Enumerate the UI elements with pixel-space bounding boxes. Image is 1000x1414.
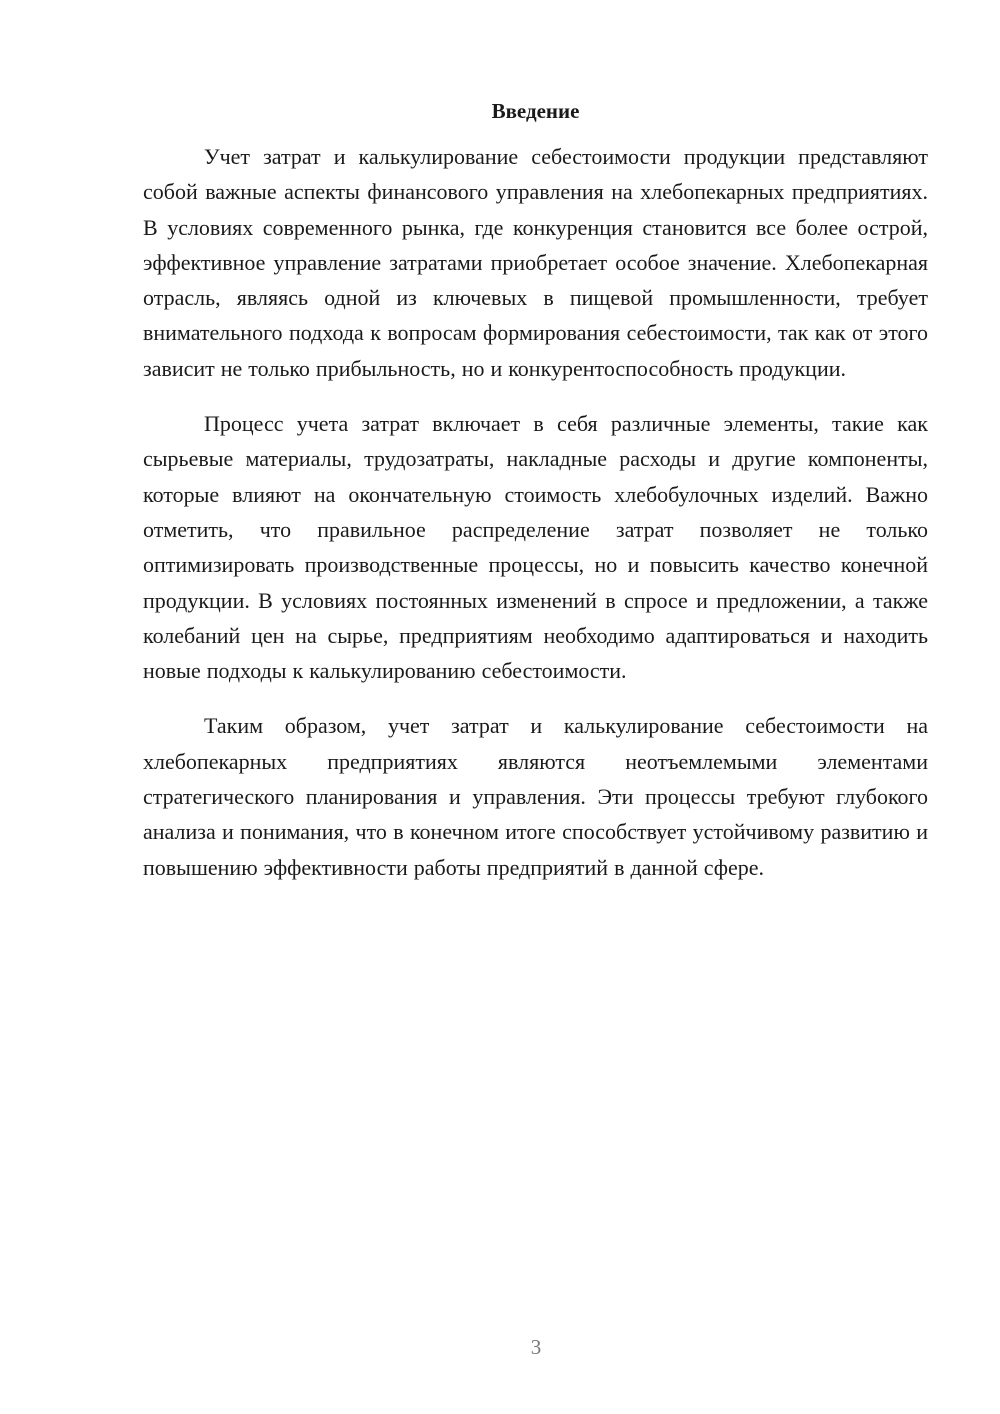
paragraph-2: Процесс учета затрат включает в себя различные элементы, такие как сырьевые материалы, трудозатраты, накладные расходы и другие компоненты, которые влияют на окончательную стоимость хлебобулочных изделий. Важно отметить, что правильное распределение затрат позволяет не только оптимизировать производственные процессы, но и повысить качество конечной продукции. В условиях постоянных изменений в спросе и предложении, а также колебаний цен на сырье, предприятиям необходимо адаптироваться и находить новые подходы к калькулированию себестоимости. [143,411,928,684]
page-number: 3 [530,1335,542,1359]
paragraph-1: Учет затрат и калькулирование себестоимости продукции представляют собой важные аспекты финансового управления на хлебопекарных предприятиях. В условиях современного рынка, где конкуренция становится все более острой, эффективное управление затратами приобретает особое значение. Хлебопекарная отрасль, являясь одной из ключевых в пищевой промышленности, требует внимательного подхода к вопросам формирования себестоимости, так как от этого зависит не только прибыльность, но и конкурентоспособность продукции. [143,144,928,381]
page-content [143,96,928,905]
section-title: Введение [491,99,580,123]
paragraph-3: Таким образом, учет затрат и калькулирование себестоимости на хлебопекарных предприятиях являются неотъемлемыми элементами стратегического планирования и управления. Эти процессы требуют глубокого анализа и понимания, что в конечном итоге способствует устойчивому развитию и повышению эффективности работы предприятий в данной сфере. [143,713,928,880]
